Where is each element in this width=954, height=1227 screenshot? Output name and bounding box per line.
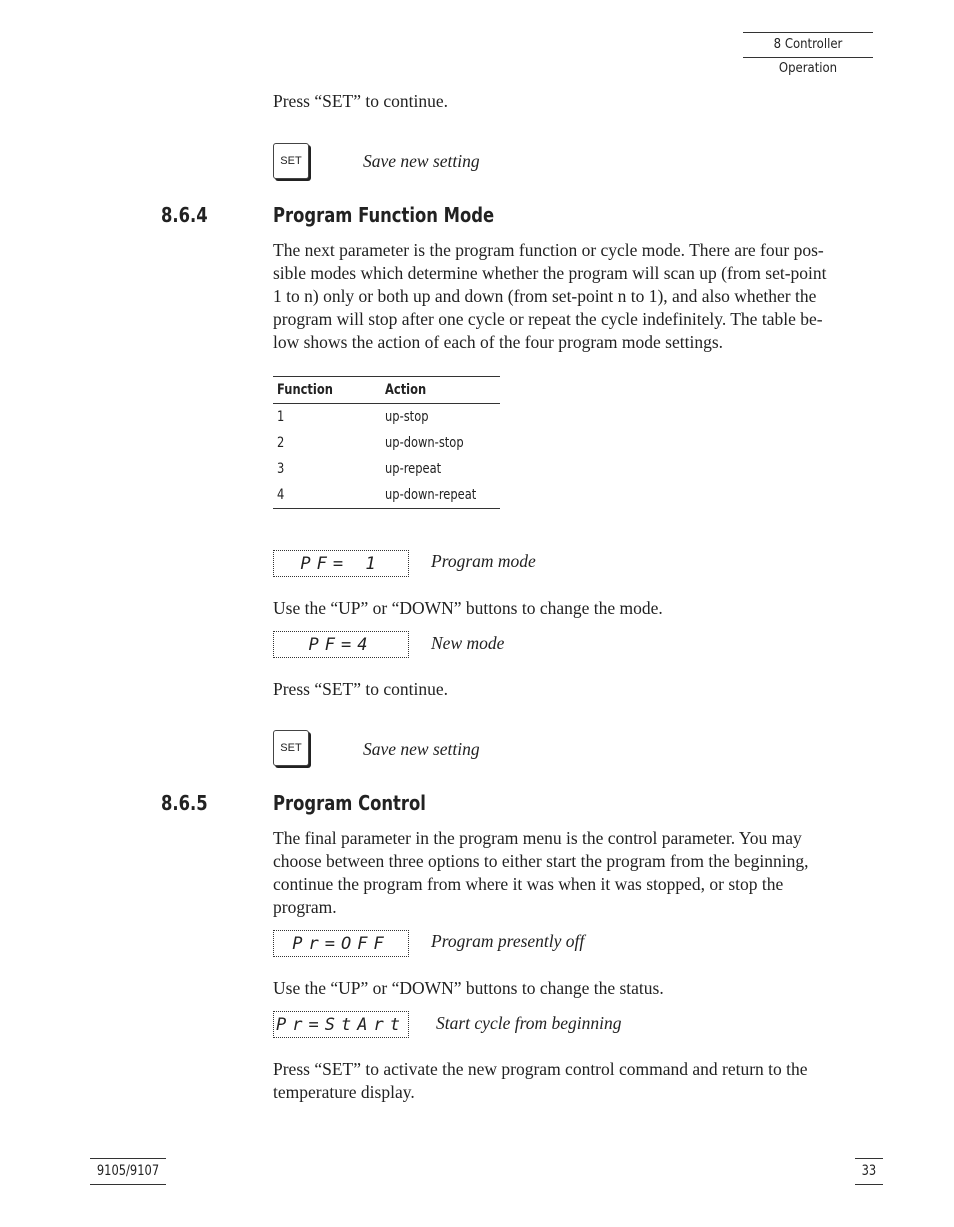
use-buttons-instruction-1: Use the “UP” or “DOWN” buttons to change the mode. — [273, 598, 663, 618]
use-buttons-instruction-2: Use the “UP” or “DOWN” buttons to change the status. — [273, 978, 664, 998]
paragraph-line: choose between three options to either start the program from the beginning, — [273, 851, 809, 871]
function-cell: 4 — [273, 482, 381, 509]
action-cell: up-stop — [384, 409, 429, 425]
paragraph-line: 1 to n) only or both up and down (from set-point n to 1), and also whether the — [273, 286, 817, 306]
press-set-instruction-2: Press “SET” to continue. — [273, 679, 448, 699]
table-header-row — [273, 377, 500, 404]
paragraph-line: temperature display. — [273, 1082, 415, 1102]
table-row — [273, 404, 500, 431]
final-instruction — [273, 1058, 883, 1104]
press-set-instruction-1: Press “SET” to continue. — [273, 91, 448, 111]
set-key-icon: SET — [273, 143, 309, 179]
paragraph-line: The next parameter is the program function or cycle mode. There are four pos- — [273, 240, 824, 260]
program-off-caption: Program presently off — [431, 931, 585, 951]
paragraph-line: program will stop after one cycle or repeat the cycle indefinitely. The table be- — [273, 309, 823, 329]
action-cell: up-repeat — [384, 461, 441, 477]
program-mode-caption: Program mode — [431, 551, 536, 571]
paragraph-line: continue the program from where it was when it was stopped, or stop the — [273, 874, 784, 894]
section-title-865: Program Control — [273, 791, 426, 815]
section-865-paragraph — [273, 827, 883, 919]
action-cell: up-down-repeat — [381, 482, 500, 509]
function-cell: 2 — [277, 435, 285, 451]
lcd-display-new-mode: PF=4 — [273, 631, 409, 658]
section-number-864: 8.6.4 — [161, 203, 208, 227]
function-cell: 3 — [277, 461, 285, 477]
section-number-865: 8.6.5 — [161, 791, 208, 815]
table-row — [273, 482, 500, 509]
lcd-display-start: Pr=StArt — [273, 1011, 409, 1038]
paragraph-line: Press “SET” to activate the new program control command and return to the — [273, 1059, 808, 1079]
table-row — [273, 430, 500, 456]
function-action-table — [273, 376, 500, 509]
section-864-paragraph — [273, 239, 883, 354]
column-header-function: Function — [273, 377, 381, 404]
paragraph-line: program. — [273, 897, 337, 917]
footer-model: 9105/9107 — [90, 1158, 166, 1185]
save-setting-caption-2: Save new setting — [363, 739, 480, 759]
set-key-icon: SET — [273, 730, 309, 766]
save-setting-caption-1: Save new setting — [363, 151, 480, 171]
section-title-864: Program Function Mode — [273, 203, 495, 227]
table-row — [273, 456, 500, 482]
column-header-action: Action — [381, 377, 500, 404]
start-cycle-caption: Start cycle from beginning — [436, 1013, 622, 1033]
header-section-label: 8 Controller Operation — [773, 37, 843, 76]
function-cell: 1 — [277, 409, 285, 425]
footer-page-number: 33 — [855, 1158, 883, 1185]
new-mode-caption: New mode — [431, 633, 505, 653]
paragraph-line: low shows the action of each of the four program mode settings. — [273, 332, 724, 352]
paragraph-line: The final parameter in the program menu is the control parameter. You may — [273, 828, 802, 848]
lcd-display-program-off: Pr=OFF — [273, 930, 409, 957]
action-cell: up-down-stop — [384, 435, 464, 451]
lcd-display-program-mode: PF= 1 — [273, 550, 409, 577]
running-header — [743, 32, 873, 76]
paragraph-line: sible modes which determine whether the program will scan up (from set-point — [273, 263, 827, 283]
